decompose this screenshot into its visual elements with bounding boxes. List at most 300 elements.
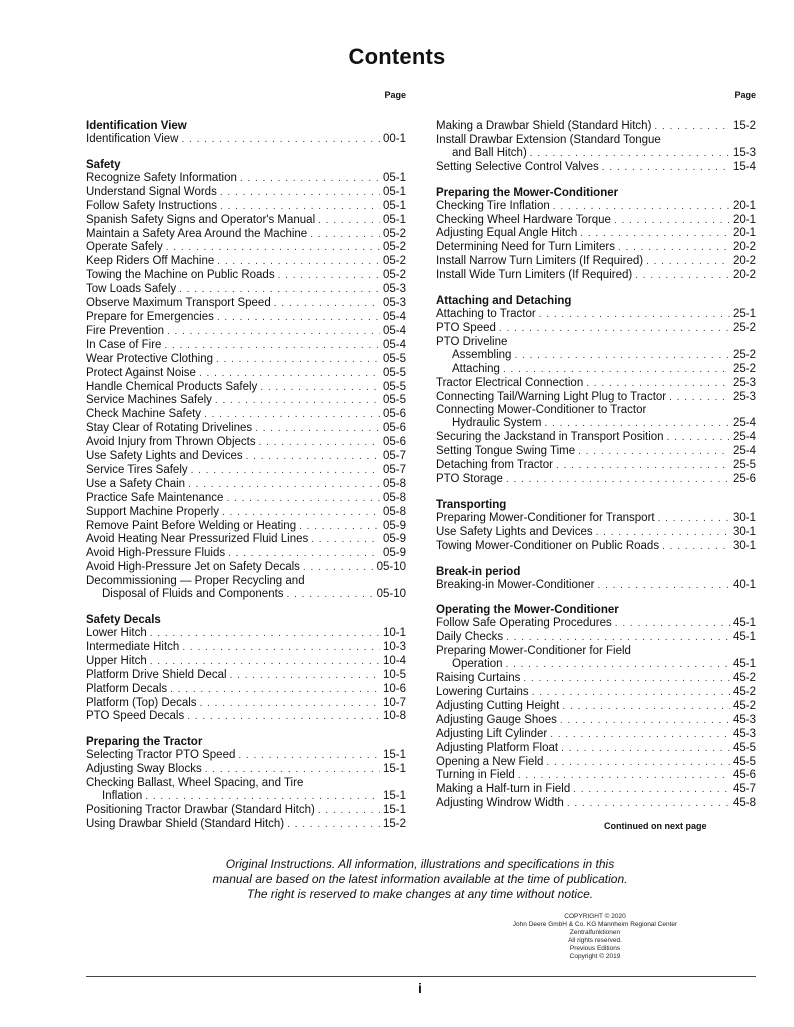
entry-label: Follow Safe Operating Procedures <box>436 617 612 630</box>
toc-entry[interactable] <box>86 214 406 228</box>
entry-label: Towing the Machine on Public Roads <box>86 269 275 282</box>
toc-entry[interactable] <box>436 672 756 686</box>
entry-page-number: 10-1 <box>382 627 406 639</box>
toc-entry[interactable] <box>436 120 756 134</box>
entry-label: PTO Speed Decals <box>86 710 185 723</box>
entry-row <box>436 459 756 473</box>
entry-label: Support Machine Properly <box>86 505 219 518</box>
toc-entry[interactable] <box>86 804 406 818</box>
toc-entry[interactable] <box>86 450 406 464</box>
toc-entry[interactable] <box>86 241 406 255</box>
toc-entry[interactable] <box>86 561 406 575</box>
toc-entry[interactable] <box>436 322 756 336</box>
entry-page-number: 45-1 <box>732 631 756 644</box>
entry-page-number: 45-2 <box>732 686 756 698</box>
toc-entry[interactable] <box>86 228 406 242</box>
dot-leader <box>530 148 730 161</box>
dot-leader <box>226 493 380 506</box>
entry-page-number: 45-1 <box>732 617 756 630</box>
toc-entry[interactable] <box>86 669 406 683</box>
entry-label: Adjusting Gauge Shoes <box>436 713 557 726</box>
entry-page-number: 15-2 <box>382 817 406 830</box>
section-title: Transporting <box>436 498 507 511</box>
entry-page-number: 20-1 <box>732 227 756 240</box>
toc-entry[interactable] <box>86 381 406 395</box>
toc-entry[interactable] <box>86 641 406 655</box>
dot-leader <box>667 432 730 445</box>
dot-leader <box>503 364 730 377</box>
toc-entry[interactable] <box>86 478 406 492</box>
toc-entry[interactable] <box>436 269 756 283</box>
entry-page-number: 25-4 <box>732 431 756 444</box>
entry-row <box>86 394 406 408</box>
entry-row <box>436 617 756 631</box>
entry-row <box>86 339 406 353</box>
toc-entry[interactable] <box>86 818 406 832</box>
entry-row <box>86 749 406 763</box>
footer-divider <box>86 976 756 977</box>
entry-page-number: 30-1 <box>732 539 756 552</box>
toc-entry[interactable] <box>86 683 406 697</box>
entry-label: Connecting Tail/Warning Light Plug to Tractor <box>436 390 667 403</box>
entry-label: Avoid Injury from Thrown Objects <box>86 436 256 449</box>
toc-entry[interactable] <box>436 391 756 405</box>
entry-row <box>86 269 406 283</box>
entry-label: Platform Drive Shield Decal <box>86 668 227 681</box>
section-title: Safety <box>86 158 121 171</box>
contents-section <box>86 120 406 147</box>
entry-page-number: 15-1 <box>382 749 406 762</box>
entry-row <box>86 381 406 395</box>
entry-label: Intermediate Hitch <box>86 640 180 653</box>
entry-label: Inflation <box>102 790 143 803</box>
entry-row <box>436 445 756 459</box>
toc-entry[interactable] <box>436 473 756 487</box>
entry-label: Opening a New Field <box>436 755 544 768</box>
copyright-line: John Deere GmbH & Co. KG Mannheim Regional Center <box>512 921 678 928</box>
entry-row <box>86 533 406 547</box>
dot-leader <box>567 798 730 811</box>
entry-row <box>86 561 406 575</box>
toc-entry[interactable] <box>436 241 756 255</box>
entry-label: Tow Loads Safely <box>86 283 177 296</box>
dot-leader <box>246 451 380 464</box>
dot-leader <box>550 729 730 742</box>
notice-line: manual are based on the latest information available at the time of publication. <box>212 872 628 886</box>
toc-entry[interactable] <box>86 133 406 147</box>
entry-label: Avoid High-Pressure Fluids <box>86 547 226 560</box>
contents-section <box>436 187 756 283</box>
entry-page-number: 05-3 <box>382 283 406 296</box>
dot-leader <box>278 270 380 283</box>
entry-row <box>436 417 756 431</box>
entry-page-number: 10-7 <box>382 696 406 709</box>
toc-entry[interactable] <box>436 134 756 161</box>
toc-entry[interactable] <box>86 186 406 200</box>
entry-label: Use Safety Lights and Devices <box>436 525 593 538</box>
entry-row <box>436 200 756 214</box>
toc-entry[interactable] <box>436 431 756 445</box>
toc-entry[interactable] <box>436 783 756 797</box>
toc-entry[interactable] <box>436 756 756 770</box>
page-title: Contents <box>348 44 446 69</box>
entry-row <box>86 790 406 804</box>
entry-row <box>86 641 406 655</box>
toc-entry[interactable] <box>436 797 756 811</box>
entry-row <box>86 255 406 269</box>
entry-row <box>436 686 756 700</box>
entry-label: Adjusting Platform Float <box>436 741 559 754</box>
toc-entry[interactable] <box>436 200 756 214</box>
dot-leader <box>170 684 380 697</box>
dot-leader <box>199 368 380 381</box>
entry-row <box>86 588 406 602</box>
entry-page-number: 25-2 <box>732 348 756 361</box>
dot-leader <box>560 715 730 728</box>
dot-leader <box>204 409 380 422</box>
contents-section <box>436 295 756 487</box>
entry-row <box>86 228 406 242</box>
entry-label: Adjusting Lift Cylinder <box>436 727 548 740</box>
entry-row <box>436 363 756 377</box>
entry-page-number: 45-3 <box>732 727 756 740</box>
entry-label: Towing Mower-Conditioner on Public Roads <box>436 539 660 552</box>
continued-note: Continued on next page <box>604 821 707 831</box>
toc-entry[interactable] <box>86 575 406 602</box>
entry-label: Lowering Curtains <box>436 686 529 698</box>
dot-leader <box>635 270 730 283</box>
toc-entry[interactable] <box>86 436 406 450</box>
dot-leader <box>615 618 730 631</box>
entry-label: Stay Clear of Rotating Drivelines <box>86 422 253 435</box>
entry-row <box>436 512 756 526</box>
toc-entry[interactable] <box>436 336 756 349</box>
toc-entry[interactable] <box>86 749 406 763</box>
toc-entry[interactable] <box>436 769 756 783</box>
toc-entry[interactable] <box>86 422 406 436</box>
entry-page-number: 25-3 <box>732 376 756 389</box>
entry-row <box>436 336 756 349</box>
contents-column-right <box>436 90 756 811</box>
toc-entry[interactable] <box>86 353 406 367</box>
entry-label: Install Wide Turn Limiters (If Required) <box>436 269 633 282</box>
entry-page-number: 05-5 <box>382 394 406 407</box>
toc-entry[interactable] <box>436 617 756 631</box>
toc-entry[interactable] <box>436 404 756 431</box>
entry-page-number: 20-1 <box>732 199 756 212</box>
entry-label: Spanish Safety Signs and Operator's Manual <box>86 213 316 226</box>
entry-row <box>86 763 406 777</box>
entry-label: Handle Chemical Products Safely <box>86 380 258 393</box>
entry-row <box>86 200 406 214</box>
dot-leader <box>523 673 730 686</box>
dot-leader <box>200 698 380 711</box>
toc-entry[interactable] <box>436 377 756 391</box>
dot-leader <box>518 770 730 783</box>
entry-label: Raising Curtains <box>436 672 521 685</box>
entry-page-number: 05-9 <box>382 547 406 560</box>
contents-column-left <box>86 90 406 832</box>
toc-entry[interactable] <box>86 763 406 777</box>
entry-label: Positioning Tractor Drawbar (Standard Hitch) <box>86 803 315 816</box>
entry-row <box>436 161 756 175</box>
toc-entry[interactable] <box>86 200 406 214</box>
toc-entry[interactable] <box>86 297 406 311</box>
entry-row <box>436 391 756 405</box>
entry-label: Checking Wheel Hardware Torque <box>436 213 611 226</box>
toc-entry[interactable] <box>86 547 406 561</box>
entry-page-number: 05-2 <box>382 227 406 240</box>
dot-leader <box>318 215 380 228</box>
toc-entry[interactable] <box>436 363 756 377</box>
entry-page-number: 40-1 <box>732 578 756 591</box>
entry-page-number: 10-5 <box>382 668 406 681</box>
toc-entry[interactable] <box>436 579 756 593</box>
entry-page-number: 05-8 <box>382 477 406 490</box>
toc-entry[interactable] <box>86 367 406 381</box>
entry-page-number: 05-1 <box>382 171 406 184</box>
page-column-header: Page <box>384 90 406 100</box>
dot-leader <box>187 711 380 724</box>
entry-row <box>436 797 756 811</box>
page-number: i <box>418 980 422 996</box>
toc-entry[interactable] <box>436 645 756 672</box>
contents-section <box>436 120 756 175</box>
toc-entry[interactable] <box>86 627 406 641</box>
toc-entry[interactable] <box>86 394 406 408</box>
original-instructions-notice <box>0 857 794 902</box>
entry-label: Adjusting Windrow Width <box>436 797 564 810</box>
toc-entry[interactable] <box>86 506 406 520</box>
toc-entry[interactable] <box>436 686 756 700</box>
entry-label: Follow Safety Instructions <box>86 199 218 212</box>
entry-page-number: 05-1 <box>382 185 406 198</box>
copyright-line: COPYRIGHT © 2020 <box>564 913 626 920</box>
entry-row <box>86 408 406 422</box>
toc-entry[interactable] <box>86 408 406 422</box>
entry-label: Connecting Mower-Conditioner to Tractor <box>436 404 647 417</box>
dot-leader <box>220 201 380 214</box>
dot-leader <box>614 215 730 228</box>
entry-page-number: 05-1 <box>382 199 406 212</box>
entry-label: Checking Ballast, Wheel Spacing, and Tire <box>86 777 304 790</box>
toc-entry[interactable] <box>436 540 756 554</box>
toc-entry[interactable] <box>436 445 756 459</box>
dot-leader <box>181 134 379 147</box>
toc-entry[interactable] <box>436 459 756 473</box>
toc-entry[interactable] <box>86 710 406 724</box>
entry-page-number: 15-1 <box>382 763 406 776</box>
entry-label: Practice Safe Maintenance <box>86 491 224 504</box>
toc-entry[interactable] <box>436 742 756 756</box>
entry-page-number: 10-8 <box>382 710 406 723</box>
entry-page-number: 15-2 <box>732 120 756 132</box>
contents-section <box>436 566 756 593</box>
dot-leader <box>217 256 380 269</box>
entry-page-number: 45-8 <box>732 797 756 810</box>
entry-page-number: 05-6 <box>382 408 406 421</box>
toc-entry[interactable] <box>86 339 406 353</box>
toc-entry[interactable] <box>436 631 756 645</box>
entry-label: Using Drawbar Shield (Standard Hitch) <box>86 817 285 830</box>
dot-leader <box>499 323 730 336</box>
entry-page-number: 25-5 <box>732 459 756 472</box>
entry-label: Check Machine Safety <box>86 408 202 421</box>
section-title: Preparing the Tractor <box>86 736 203 749</box>
toc-entry[interactable] <box>436 214 756 228</box>
dot-leader <box>179 284 380 297</box>
entry-page-number: 30-1 <box>732 525 756 538</box>
toc-entry[interactable] <box>436 700 756 714</box>
entry-page-number: 30-1 <box>732 511 756 524</box>
entry-label: Daily Checks <box>436 631 504 644</box>
entry-page-number: 05-8 <box>382 505 406 518</box>
dot-leader <box>205 764 380 777</box>
section-title: Attaching and Detaching <box>436 295 572 308</box>
entry-row <box>86 627 406 641</box>
entry-page-number: 05-7 <box>382 450 406 463</box>
entry-page-number: 15-1 <box>382 803 406 816</box>
toc-entry[interactable] <box>436 308 756 322</box>
toc-entry[interactable] <box>436 714 756 728</box>
toc-entry[interactable] <box>436 728 756 742</box>
dot-leader <box>287 589 374 602</box>
entry-label: Preparing Mower-Conditioner for Field <box>436 645 631 658</box>
dot-leader <box>150 628 380 641</box>
toc-entry[interactable] <box>86 283 406 297</box>
entry-label: Service Machines Safely <box>86 394 212 407</box>
entry-page-number: 05-3 <box>382 297 406 310</box>
entry-label: Use a Safety Chain <box>86 477 186 490</box>
entry-label: Install Narrow Turn Limiters (If Required) <box>436 255 644 268</box>
entry-row <box>436 579 756 593</box>
entry-row <box>436 631 756 645</box>
entry-row <box>436 700 756 714</box>
entry-row <box>436 783 756 797</box>
toc-entry[interactable] <box>86 269 406 283</box>
toc-entry[interactable] <box>86 255 406 269</box>
dot-leader <box>238 750 380 763</box>
entry-label: and Ball Hitch) <box>452 146 527 159</box>
dot-leader <box>573 784 730 797</box>
entry-row <box>86 422 406 436</box>
toc-entry[interactable] <box>86 520 406 534</box>
copyright-line: Previous Editions <box>569 945 621 952</box>
dot-leader <box>539 309 730 322</box>
entry-row <box>86 283 406 297</box>
entry-label: Wear Protective Clothing <box>86 352 213 365</box>
dot-leader <box>191 465 380 478</box>
dot-leader <box>216 354 380 367</box>
toc-entry[interactable] <box>86 697 406 711</box>
dot-leader <box>182 642 380 655</box>
entry-page-number: 05-4 <box>382 324 406 337</box>
entry-page-number: 45-3 <box>732 713 756 726</box>
dot-leader <box>318 805 380 818</box>
entry-page-number: 25-2 <box>732 362 756 375</box>
dot-leader <box>220 187 380 200</box>
toc-entry[interactable] <box>436 526 756 540</box>
section-title: Identification View <box>86 120 187 132</box>
dot-leader <box>669 392 730 405</box>
toc-entry[interactable] <box>86 325 406 339</box>
dot-leader <box>217 312 380 325</box>
entry-row <box>436 714 756 728</box>
toc-entry[interactable] <box>436 349 756 363</box>
copyright-block <box>480 913 710 961</box>
entry-label: Determining Need for Turn Limiters <box>436 241 615 254</box>
entry-row <box>436 658 756 672</box>
toc-entry[interactable] <box>436 255 756 269</box>
entry-page-number: 05-2 <box>382 255 406 268</box>
dot-leader <box>546 757 730 770</box>
entry-page-number: 15-3 <box>732 146 756 159</box>
dot-leader <box>215 395 380 408</box>
toc-entry[interactable] <box>86 172 406 186</box>
entry-label: Decommissioning — Proper Recycling and <box>86 575 305 588</box>
entry-label: Adjusting Sway Blocks <box>86 763 202 776</box>
entry-page-number: 05-6 <box>382 422 406 435</box>
toc-entry[interactable] <box>86 777 406 804</box>
dot-leader <box>514 350 730 363</box>
entry-row <box>86 669 406 683</box>
entry-label: Tractor Electrical Connection <box>436 376 584 389</box>
entry-row <box>86 655 406 669</box>
entry-page-number: 10-6 <box>382 682 406 695</box>
entry-page-number: 05-1 <box>382 213 406 226</box>
entry-page-number: 15-4 <box>732 160 756 173</box>
entry-page-number: 05-8 <box>382 491 406 504</box>
entry-label: Setting Selective Control Valves <box>436 160 599 173</box>
entry-label: Upper Hitch <box>86 654 147 667</box>
entry-row <box>86 450 406 464</box>
toc-entry[interactable] <box>436 161 756 175</box>
dot-leader <box>240 173 380 186</box>
toc-entry[interactable] <box>86 655 406 669</box>
dot-leader <box>222 507 380 520</box>
dot-leader <box>556 460 730 473</box>
entry-page-number: 20-1 <box>732 213 756 226</box>
toc-entry[interactable] <box>436 512 756 526</box>
toc-entry[interactable] <box>86 492 406 506</box>
entry-row <box>86 241 406 255</box>
entry-label: Identification View <box>86 133 179 145</box>
dot-leader <box>544 418 730 431</box>
entry-row <box>86 172 406 186</box>
entry-page-number: 10-4 <box>382 654 406 667</box>
entry-page-number: 20-2 <box>732 241 756 254</box>
entry-row <box>86 478 406 492</box>
toc-entry[interactable] <box>436 227 756 241</box>
toc-entry[interactable] <box>86 311 406 325</box>
entry-label: Assembling <box>452 348 512 361</box>
dot-leader <box>506 474 730 487</box>
toc-entry[interactable] <box>86 464 406 478</box>
entry-row <box>436 322 756 336</box>
entry-label: Install Drawbar Extension (Standard Tongue <box>436 133 661 146</box>
dot-leader <box>618 242 730 255</box>
entry-label: Operate Safely <box>86 241 163 254</box>
entry-label: Operation <box>452 658 503 671</box>
entry-row <box>436 526 756 540</box>
toc-entry[interactable] <box>86 533 406 547</box>
entry-label: Setting Tongue Swing Time <box>436 445 576 458</box>
entry-row <box>86 214 406 228</box>
dot-leader <box>646 256 730 269</box>
entry-row <box>436 473 756 487</box>
entry-label: Adjusting Cutting Height <box>436 699 560 712</box>
entry-row <box>86 186 406 200</box>
